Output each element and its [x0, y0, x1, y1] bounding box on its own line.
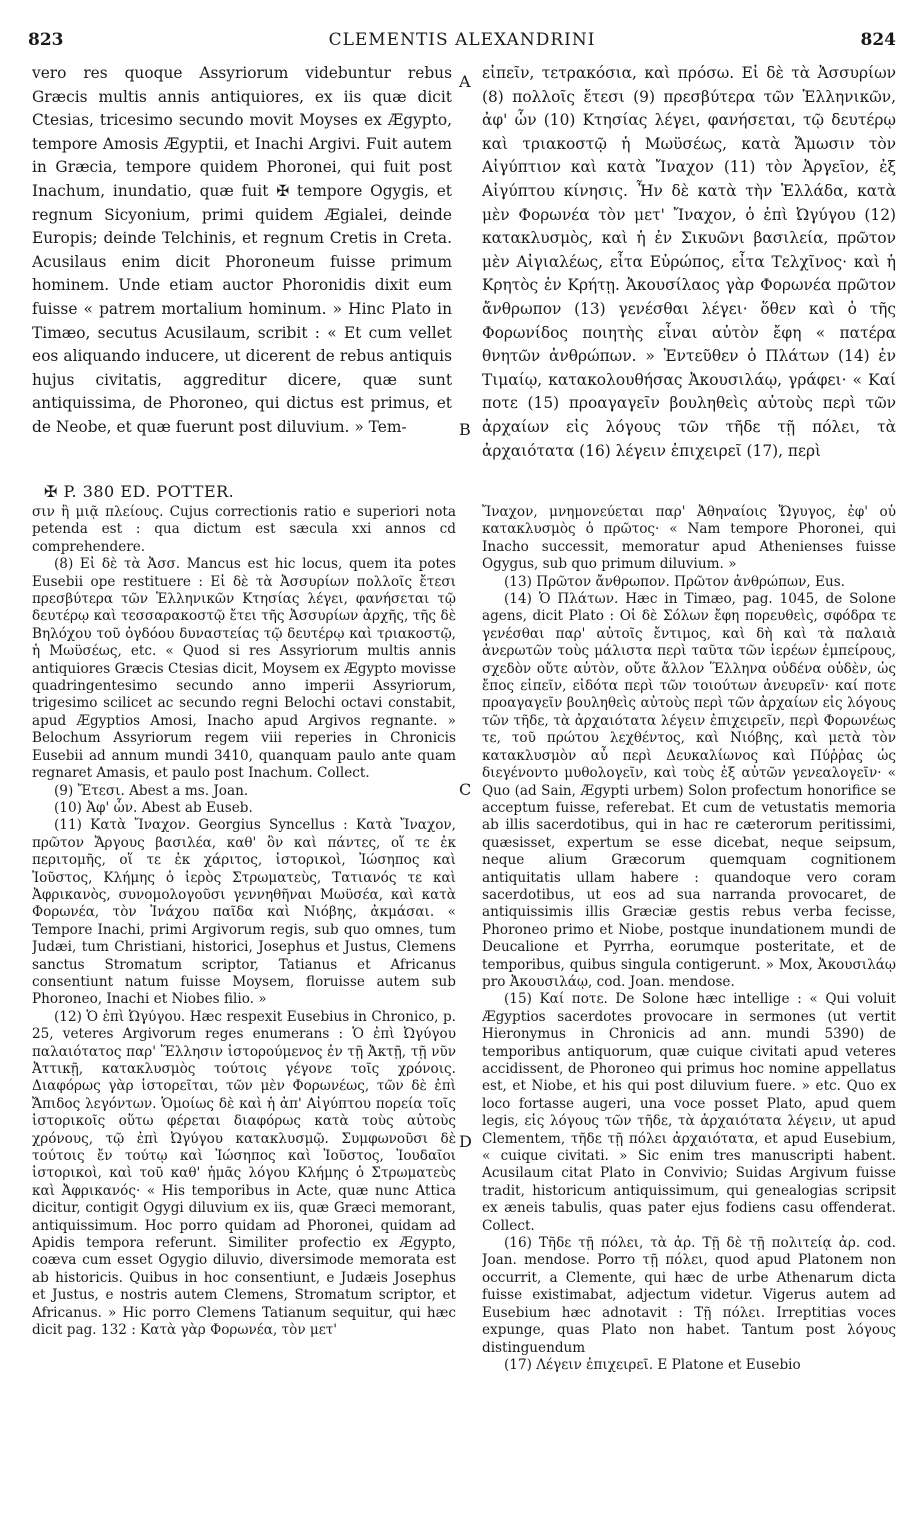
note-12-continuation: Ἴναχον, μνημονεύεται παρ' Ἀθηναίοις Ὤγυγος, ἐφ' οὗ κατακλυσμὸς ὁ πρῶτος· « Nam tempore Phoronei, qui Inacho successit, memoratur apud Athenienses fuisse Ogygus, sub quo primum diluvium. » — [482, 504, 896, 573]
note-9: (9) Ἔτεσι. Abest a ms. Joan. — [54, 782, 249, 799]
note-10: (10) Ἀφ' ὧν. Abest ab Euseb. — [54, 799, 253, 816]
latin-main-column — [32, 62, 452, 494]
margin-marker-a: A — [459, 72, 471, 91]
page-header — [20, 30, 904, 56]
note-15: (15) Καί ποτε. De Solone hæc intellige : « Qui voluit Ægyptios sacerdotes provocare in sermones (ut vertit Hieronymus in Chronicis ad ann. mundi 5390) de temporibus antiquorum, quæ cuique civitati apud veteres accidissent, de Phoroneo qui primus hoc nomine appellatus est, et Niobe, et his qui post diluvium fuere. » etc. Quo ex loco fortasse augeri, una voce posset Plato, apud quem legis, εἰς λόγους τῶν τῆδε, τὰ ἀρχαιότατα λέγειν, ut apud Clementem, τῆδε τῇ πόλει ἀρχαιότατα, et apud Eusebium, « cuique civitati. » Sic enim tres manuscripti habent. Acusilaum citat Plato in Convivio; Suidas Argivum fuisse tradit, historicum antiquissimum, qui genealogias scripsit ex æneis tabulis, quas pater ejus fodiens casu offenderat. Collect. — [482, 991, 896, 1234]
note-12: (12) Ὁ ἐπὶ Ὠγύγου. Hæc respexit Eusebius in Chronico, p. 25, veteres Argivorum reges enumerans : Ὁ ἐπὶ Ὠγύγου παλαιότατος παρ' Ἕλλησιν ἱστορούμενος ἐν τῇ Ἀκτῇ, τῇ νῦν Ἀττικῇ, κατακλυσμὸς τούτοις γέγονε τοῖς χρόνοις. Διαφόρως γὰρ ἱστορεῖται, τῶν μὲν Φορωνέως, τῶν δὲ ἐπὶ Ἄπιδος λεγόντων. Ὁμοίως δὲ καὶ ἡ ἀπ' Αἰγύπτου πορεία τοῖς ἱστορικοῖς οὕτω φέρεται διαφόρως κατὰ τοὺς αὐτοὺς χρόνους, τῷ ἐπὶ Ὠγύγου κατακλυσμῷ. Συμφωνοῦσι δὲ τούτοις ἔν τούτῳ καὶ Ἰώσηπος καὶ Ἰοῦστος, Ἰουδαῖοι ἱστορικοὶ, καὶ τοῦ καθ' ἡμᾶς λόγου Κλήμης ὁ Στρωματεὺς καὶ Ἀφρικανός· « His temporibus in Acte, quæ nunc Attica dicitur, contigit Ogygi diluvium ex iis, quæ Græci memorant, antiquissimum. Hoc porro quidam ad Phoronei, quidam ad Apidis tempora referunt. Similiter profectio ex Ægypto, coæva cum esset Ogygio diluvio, diversimode memorata est ab historicis. Quibus in hoc consentiunt, e Judæis Josephus et Justus, e nostris autem Clemens, Stromatum scriptor, et Africanus. » Hic porro Clemens Tatianum sequitur, qui hæc dicit pag. 132 : Κατὰ γὰρ Φορωνέα, τὸν μετ' — [32, 1008, 456, 1339]
margin-marker-c: C — [459, 780, 472, 799]
left-page-number: 823 — [28, 30, 64, 50]
notes-left-column — [32, 504, 456, 1514]
latin-main-text: vero res quoque Assyriorum videbuntur rebus Græcis multis annis antiquiores, ex iis quæ dicit Ctesias, tricesimo secundo movit Moyses ex Ægypto, tempore Amosis Ægyptii, et Inachi Argivi. Fuit autem in Græcia, tempore quidem Phoronei, qui fuit post Inachum, inundatio, quæ fuit ✠ tempore Ogygis, et regnum Sicyonium, primi quidem Ægialei, deinde Europis; deinde Telchinis, et regnum Cretis in Creta. Acusilaus enim dicit Phoroneum fuisse primum hominem. Unde etiam auctor Phoronidis dixit eum fuisse « patrem mortalium hominum. » Hinc Plato in Timæo, secutus Acusilaum, scribit : « Et cum vellet eos aliquando inducere, ut dicerent de rebus antiquis hujus civitatis, aggreditur dicere, quæ sunt antiquissima, de Phoroneo, qui dictus est primus, et de Neobe, et quæ fuerunt post diluvium. » Tem- — [32, 64, 452, 436]
note-8: (8) Εἰ δὲ τὰ Ἀσσ. Mancus est hic locus, quem ita potes Eusebii ope restituere : Εἰ δὲ τὰ Ἀσσυρίων πολλοῖς ἔτεσι πρεσβύτερα τῶν Ἑλληνικῶν Κτησίας λέγει, φανήσεται τῷ δευτέρῳ καὶ τεσσαρακοστῷ ἔτει τῆς Ἀσσυρίων ἀρχῆς, τῆς δὲ Βηλόχου τοῦ ὀγδόου δυναστείας τῷ δευτέρῳ καὶ τριακοστῷ, ἡ Μωϋσέως, etc. « Quod si res Assyriorum multis annis antiquiores Græcis Ctesias dicit, Moysem ex Ægypto movisse quadringentesimo secundo anno imperii Assyriorum, trigesimo scilicet ac secundo regni Belochi octavi constabit, apud Ægyptios Amosi, Inacho apud Argivos regnante. » Belochum Assyriorum regem viii reperies in Chronicis Eusebii ad annum mundi 3410, quanquam paulo ante quam regnaret Amasis, et paulo post Inachum. Collect. — [32, 556, 456, 782]
note-continuation: σιν ἢ μιᾷ πλείους. Cujus correctionis ratio e superiori nota petenda est : qua dictum est sæcula xxi annos cd comprehendere. — [32, 504, 456, 555]
greek-main-column — [482, 62, 896, 494]
note-17: (17) Λέγειν ἐπιχειρεῖ. E Platone et Eusebio — [504, 1356, 801, 1373]
notes-right-column — [482, 504, 896, 1514]
note-11: (11) Κατὰ Ἴναχον. Georgius Syncellus : Κατὰ Ἴναχον, πρῶτον Ἄργους βασιλέα, καθ' ὃν καὶ πάντες, οἵ τε ἐκ περιτομῆς, οἵ τε ἐκ χάριτος, ἱστορικοὶ, Ἰώσηπος καὶ Ἰοῦστος, Κλήμης ὁ ἱερὸς Στρωματεὺς, Τατιανός τε καὶ Ἀφρικανὸς, συνομολογοῦσι γεννηθῆναι Μωϋσέα, καὶ κατὰ Φορωνέα, τὸν Ἰνάχου παῖδα καὶ Νιόβης, ἀκμάσαι. « Tempore Inachi, primi Argivorum regis, sub quo omnes, tum Judæi, tum Christiani, historici, Josephus et Justus, Clemens sanctus Stromatum scriptor, Tatianus et Africanus consentiunt natum fuisse Moysem, floruisse autem sub Phoroneo, Inachi et Niobes filio. » — [32, 817, 456, 1008]
running-title: CLEMENTIS ALEXANDRINI — [328, 30, 596, 50]
margin-marker-b: B — [459, 420, 471, 439]
right-page-number: 824 — [860, 30, 896, 50]
margin-marker-d: D — [459, 1132, 472, 1151]
note-14: (14) Ὁ Πλάτων. Hæc in Timæo, pag. 1045, de Solone agens, dicit Plato : Οἱ δὲ Σόλων ἔφη πορευθεὶς, σφόδρα τε γενέσθαι παρ' αὐτοῖς ἔντιμος, καὶ δὴ καὶ τὰ παλαιὰ ἀνερωτῶν τοὺς μάλιστα περὶ ταῦτα τῶν ἱερέων ἐμπείρους, σχεδὸν οὔτε αὐτὸν, οὔτε ἄλλον Ἕλληνα οὐδένα οὐδὲν, ὡς ἔπος εἰπεῖν, εἰδότα περὶ τῶν τοιούτων ἀνευρεῖν· καί ποτε προαγαγεῖν βουληθεὶς αὐτοὺς περὶ τῶν ἀρχαίων εἰς λόγους τῶν τῆδε, τὰ ἀρχαιότατα λέγειν ἐπιχειρεῖν, περὶ Φορωνέως τε, τοῦ πρώτου λεχθέντος, καὶ Νιόβης, καὶ μετὰ τὸν κατακλυσμὸν αὖ περὶ Δευκαλίωνος καὶ Πύῤῥας ὡς διεγένοντο μυθολογεῖν, καὶ τοὺς ἐξ αὐτῶν γενεαλογεῖν· « Quo (ad Sain, Ægypti urbem) Solon profectum honorifice se acceptum fuisse, referebat. Et cum de vetustatis memoria ab illis sacerdotibus, qui in hac re cæterorum peritissimi, quæsisset, expertum se esse dicebat, neque seipsum, neque alium Græcorum quemquam cognitionem antiquitatis ullam habere : quandoque vero coram sacerdotibus, ut eos ad sua narranda provocaret, de antiquissimis illis Græciæ gestis rebus verba fecisse, Phoroneo primo et Niobe, postque inundationem mundi de Deucalione et Pyrrha, eorumque posteritate, et de temporibus, quibus singula contigerunt. » Mox, Ἀκουσιλάῳ pro Ἀκουσιλάῳ, cod. Joan. mendose. — [482, 591, 896, 990]
note-13: (13) Πρῶτον ἄνθρωπον. Πρῶτον ἀνθρώπων, Eus. — [504, 573, 845, 590]
note-16: (16) Τῆδε τῇ πόλει, τὰ ἀρ. Τῇ δὲ τῇ πολιτείᾳ ἀρ. cod. Joan. mendose. Porro τῇ πόλει, quod apud Platonem non occurrit, a Clemente, qui hæc de urbe Athenarum dicta fuisse existimabat, adjectum videtur. Vigerus autem ad Eusebium hæc adnotavit : Τῇ πόλει. Irreptitias voces expunge, quas Plato non habet. Tantum post λόγους distinguendum — [482, 1235, 896, 1356]
edition-page-reference: ✠ P. 380 ED. POTTER. — [44, 482, 235, 501]
greek-main-text: εἰπεῖν, τετρακόσια, καὶ πρόσω. Εἰ δὲ τὰ Ἀσσυρίων (8) πολλοῖς ἔτεσι (9) πρεσβύτερα τῶν Ἑλληνικῶν, ἀφ' ὧν (10) Κτησίας λέγει, φανήσεται, τῷ δευτέρῳ καὶ τριακοστῷ ἡ Μωϋσέως, κατὰ Ἄμωσιν τὸν Αἰγύπτιον καὶ κατὰ Ἴναχον (11) τὸν Ἀργεῖον, ἐξ Αἰγύπτου κίνησις. Ἦν δὲ κατὰ τὴν Ἑλλάδα, κατὰ μὲν Φορωνέα τὸν μετ' Ἴναχον, ὁ ἐπὶ Ὠγύγου (12) κατακλυσμὸς, καὶ ἡ ἐν Σικυῶνι βασιλεία, πρῶτον μὲν Αἰγιαλέως, εἶτα Εὐρώπος, εἶτα Τελχῖνος· καὶ ἡ Κρητὸς ἐν Κρήτῃ. Ἀκουσίλαος γὰρ Φορωνέα πρῶτον ἄνθρωπον (13) γενέσθαι λέγει· ὅθεν καὶ ὁ τῆς Φορωνίδος ποιητὴς εἶναι αὐτὸν ἔφη « πατέρα θνητῶν ἀνθρώπων. » Ἐντεῦθεν ὁ Πλάτων (14) ἐν Τιμαίῳ, κατακολουθήσας Ἀκουσιλάῳ, γράφει· « Καί ποτε (15) προαγαγεῖν βουληθεὶς αὐτοὺς περὶ τῶν ἀρχαίων εἰς λόγους τῶν τῆδε τῇ πόλει, τὰ ἀρχαιότατα (16) λέγειν ἐπιχειρεῖ (17), περὶ — [482, 64, 896, 460]
